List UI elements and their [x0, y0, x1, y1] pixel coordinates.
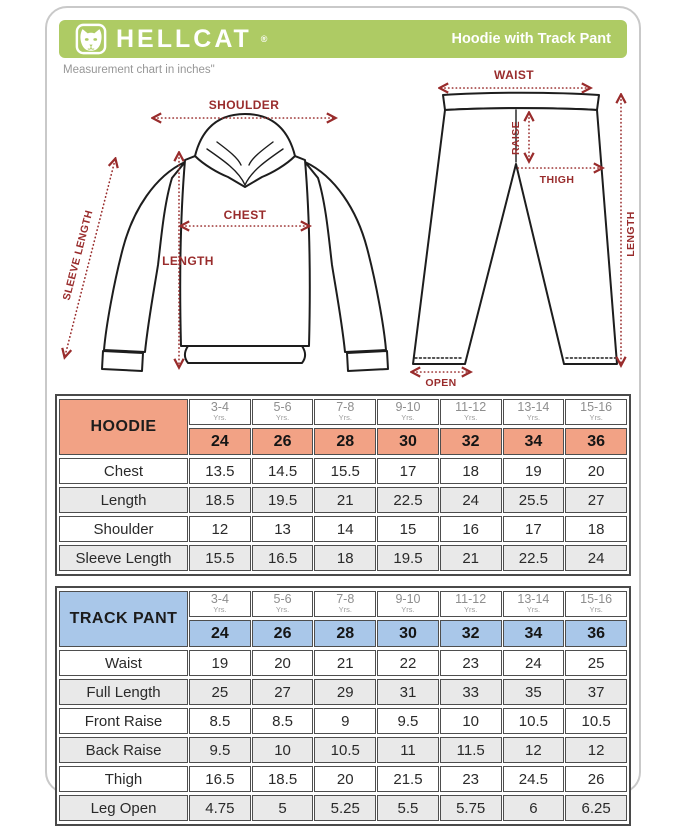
waist-label: WAIST	[494, 68, 534, 82]
measure-value: 25	[565, 650, 627, 676]
size-cell: 28	[314, 620, 376, 647]
measure-value: 6	[503, 795, 565, 821]
shoulder-label: SHOULDER	[208, 98, 280, 112]
measure-value: 6.25	[565, 795, 627, 821]
raise-label: RAISE	[510, 120, 522, 156]
measure-value: 25.5	[503, 487, 565, 513]
measure-value: 16.5	[189, 766, 251, 792]
measure-value: 10.5	[503, 708, 565, 734]
table-title: TRACK PANT	[59, 591, 188, 647]
table-title: HOODIE	[59, 399, 188, 455]
header-banner	[59, 20, 627, 58]
measure-value: 22	[377, 650, 439, 676]
measure-value: 29	[314, 679, 376, 705]
age-unit: Yrs.	[401, 413, 415, 422]
age-cell	[503, 591, 565, 617]
measure-row	[59, 458, 627, 484]
measure-value: 8.5	[252, 708, 314, 734]
measure-value: 20	[314, 766, 376, 792]
measure-value: 23	[440, 650, 502, 676]
measure-value: 31	[377, 679, 439, 705]
measure-value: 24	[565, 545, 627, 571]
age-unit: Yrs.	[213, 605, 227, 614]
measure-label: Sleeve Length	[59, 545, 188, 571]
age-range: 13-14	[517, 400, 550, 414]
age-unit: Yrs.	[589, 605, 603, 614]
age-range: 13-14	[517, 592, 550, 606]
measure-value: 12	[503, 737, 565, 763]
age-unit: Yrs.	[338, 413, 352, 422]
measure-value: 5.75	[440, 795, 502, 821]
age-range: 3-4	[210, 592, 229, 606]
measure-value: 22.5	[377, 487, 439, 513]
measure-label: Back Raise	[59, 737, 188, 763]
age-cell	[377, 399, 439, 425]
hoodie-table	[58, 396, 628, 574]
measure-row	[59, 650, 627, 676]
measure-value: 18	[565, 516, 627, 542]
size-cell: 36	[565, 620, 627, 647]
size-cell: 30	[377, 620, 439, 647]
hoodie-size-table	[55, 394, 631, 576]
sleeve-length-label: SLEEVE LENGTH	[60, 208, 96, 302]
measure-value: 5.5	[377, 795, 439, 821]
age-unit: Yrs.	[464, 413, 478, 422]
measure-value: 12	[189, 516, 251, 542]
measure-value: 19	[503, 458, 565, 484]
measure-row	[59, 795, 627, 821]
measure-value: 5	[252, 795, 314, 821]
size-cell: 34	[503, 428, 565, 455]
measure-value: 9	[314, 708, 376, 734]
measure-value: 16.5	[252, 545, 314, 571]
age-range: 5-6	[273, 592, 292, 606]
hoodie-outline	[102, 114, 388, 371]
age-range: 3-4	[210, 400, 229, 414]
age-unit: Yrs.	[464, 605, 478, 614]
measure-value: 18	[440, 458, 502, 484]
age-unit: Yrs.	[275, 413, 290, 422]
age-unit: Yrs.	[401, 605, 415, 614]
track-pant-size-table	[55, 586, 631, 826]
measure-label: Front Raise	[59, 708, 188, 734]
measure-value: 15	[377, 516, 439, 542]
size-cell: 24	[189, 428, 251, 455]
measure-label: Thigh	[59, 766, 188, 792]
measure-value: 19.5	[377, 545, 439, 571]
measure-row	[59, 545, 627, 571]
measure-value: 15.5	[189, 545, 251, 571]
measure-value: 19	[189, 650, 251, 676]
age-unit: Yrs.	[213, 413, 227, 422]
measure-value: 19.5	[252, 487, 314, 513]
measure-value: 24	[440, 487, 502, 513]
measure-row	[59, 679, 627, 705]
measure-value: 20	[252, 650, 314, 676]
product-title: Hoodie with Track Pant	[451, 31, 611, 47]
size-cell: 26	[252, 428, 314, 455]
size-chart-card	[45, 6, 641, 817]
measure-label: Leg Open	[59, 795, 188, 821]
open-label: OPEN	[425, 377, 457, 389]
measure-value: 17	[377, 458, 439, 484]
age-range: 5-6	[273, 400, 292, 414]
measure-label: Full Length	[59, 679, 188, 705]
measure-value: 20	[565, 458, 627, 484]
measure-value: 11.5	[440, 737, 502, 763]
age-range: 11-12	[455, 592, 487, 606]
chest-label: CHEST	[223, 208, 267, 222]
measure-value: 9.5	[377, 708, 439, 734]
measure-value: 35	[503, 679, 565, 705]
age-cell	[189, 591, 251, 617]
age-cell	[565, 399, 627, 425]
measure-value: 24	[503, 650, 565, 676]
age-cell	[440, 399, 502, 425]
age-cell	[440, 591, 502, 617]
age-unit: Yrs.	[526, 605, 541, 614]
measure-row	[59, 737, 627, 763]
measure-row	[59, 766, 627, 792]
hellcat-cat-icon	[75, 23, 107, 55]
registered-mark: ®	[260, 34, 268, 44]
measure-value: 37	[565, 679, 627, 705]
hoodie-diagram	[57, 84, 393, 384]
measure-value: 4.75	[189, 795, 251, 821]
age-cell	[314, 399, 376, 425]
measure-value: 27	[252, 679, 314, 705]
measure-value: 18.5	[252, 766, 314, 792]
pant-length-label: LENGTH	[625, 211, 637, 257]
measure-value: 13	[252, 516, 314, 542]
size-cell: 32	[440, 428, 502, 455]
measure-value: 11	[377, 737, 439, 763]
age-range: 7-8	[336, 400, 355, 414]
age-header-row	[59, 399, 627, 425]
age-cell	[314, 591, 376, 617]
measure-value: 13.5	[189, 458, 251, 484]
measure-value: 15.5	[314, 458, 376, 484]
measure-row	[59, 516, 627, 542]
age-range: 9-10	[395, 400, 421, 414]
measure-value: 17	[503, 516, 565, 542]
age-range: 11-12	[455, 400, 487, 414]
age-cell	[189, 399, 251, 425]
measure-value: 24.5	[503, 766, 565, 792]
measure-value: 8.5	[189, 708, 251, 734]
size-cell: 24	[189, 620, 251, 647]
measure-row	[59, 708, 627, 734]
measure-value: 23	[440, 766, 502, 792]
age-unit: Yrs.	[275, 605, 290, 614]
measure-value: 10	[252, 737, 314, 763]
age-range: 7-8	[336, 592, 355, 606]
age-range: 15-16	[580, 400, 613, 414]
measure-value: 14	[314, 516, 376, 542]
measure-value: 26	[565, 766, 627, 792]
measure-value: 25	[189, 679, 251, 705]
track-pant-table	[58, 588, 628, 824]
measure-value: 10.5	[314, 737, 376, 763]
measure-value: 16	[440, 516, 502, 542]
thigh-label: THIGH	[539, 174, 575, 186]
measure-value: 27	[565, 487, 627, 513]
measure-value: 14.5	[252, 458, 314, 484]
measure-label: Shoulder	[59, 516, 188, 542]
track-pant-diagram	[399, 64, 661, 390]
size-cell: 28	[314, 428, 376, 455]
measure-value: 33	[440, 679, 502, 705]
size-cell: 30	[377, 428, 439, 455]
age-cell	[252, 591, 314, 617]
age-cell	[503, 399, 565, 425]
age-range: 15-16	[580, 592, 613, 606]
age-cell	[377, 591, 439, 617]
size-cell: 32	[440, 620, 502, 647]
age-cell	[252, 399, 314, 425]
size-cell: 36	[565, 428, 627, 455]
age-unit: Yrs.	[589, 413, 603, 422]
measure-value: 9.5	[189, 737, 251, 763]
measure-value: 12	[565, 737, 627, 763]
size-cell: 34	[503, 620, 565, 647]
age-range: 9-10	[395, 592, 421, 606]
measure-value: 10	[440, 708, 502, 734]
size-cell: 26	[252, 620, 314, 647]
measure-value: 21	[314, 650, 376, 676]
age-unit: Yrs.	[338, 605, 352, 614]
chart-subtitle: Measurement chart in inches"	[63, 64, 215, 76]
measure-value: 5.25	[314, 795, 376, 821]
measure-value: 21.5	[377, 766, 439, 792]
measure-value: 22.5	[503, 545, 565, 571]
age-header-row	[59, 591, 627, 617]
measure-label: Chest	[59, 458, 188, 484]
age-cell	[565, 591, 627, 617]
measure-row	[59, 487, 627, 513]
measure-label: Length	[59, 487, 188, 513]
measure-value: 10.5	[565, 708, 627, 734]
measure-value: 21	[314, 487, 376, 513]
age-unit: Yrs.	[526, 413, 541, 422]
brand-name: HELLCAT	[116, 24, 252, 53]
brand-logo	[75, 23, 267, 55]
measure-label: Waist	[59, 650, 188, 676]
measure-value: 18	[314, 545, 376, 571]
measure-value: 18.5	[189, 487, 251, 513]
measure-value: 21	[440, 545, 502, 571]
length-label: LENGTH	[162, 254, 214, 268]
